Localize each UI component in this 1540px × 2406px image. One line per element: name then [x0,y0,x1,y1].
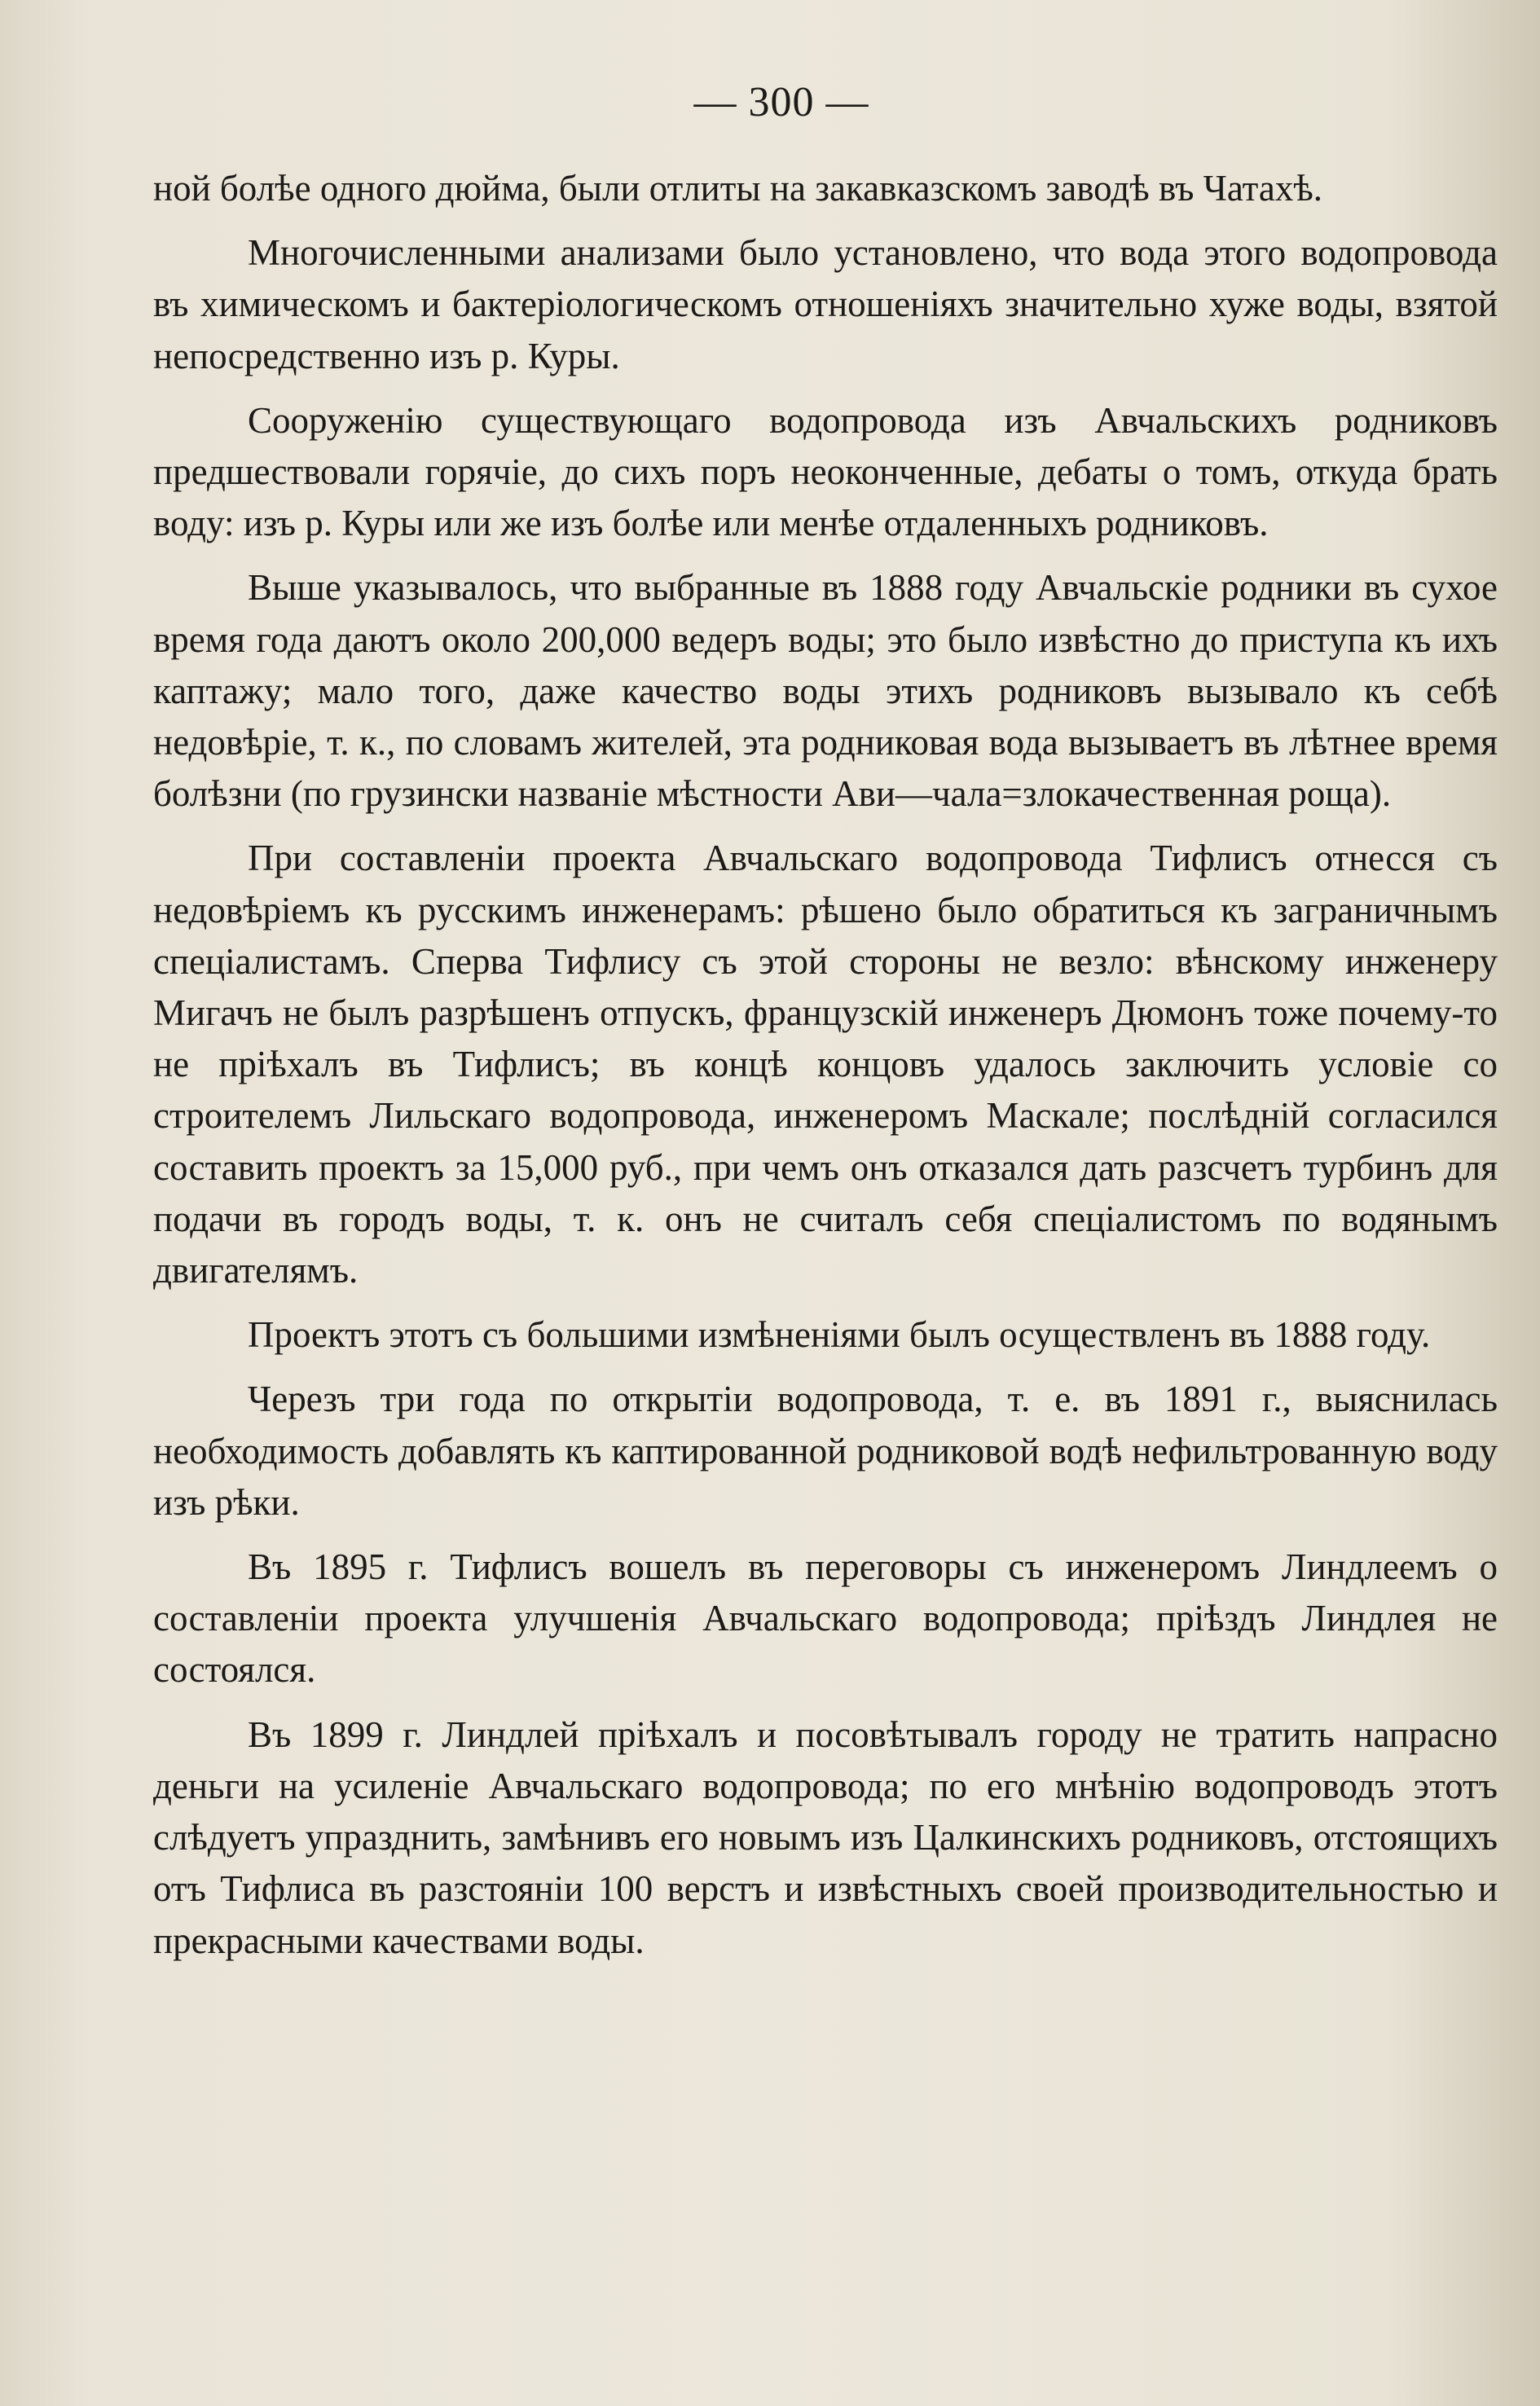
page-number: — 300 — [693,79,869,125]
paragraph-5: При составленіи проекта Авчальскаго водопровода Тифлисъ отнесся съ недовѣріемъ къ русскимъ инженерамъ: рѣшено было обратиться къ заграничнымъ спеціалистамъ. Сперва Тифлису съ этой стороны не везло: вѣнскому инженеру Мигачъ не былъ разрѣшенъ отпускъ, французскій инженеръ Дюмонъ тоже почему-то не пріѣхалъ въ Тифлисъ; въ концѣ концовъ удалось заключить условіе со строителемъ Лильскаго водопровода, инженеромъ Маскале; послѣдній согласился составить проектъ за 15,000 руб., при чемъ онъ отказался дать разсчетъ турбинъ для подачи въ городъ воды, т. к. онъ не считалъ себя спеціалистомъ по водянымъ двигателямъ. [153,838,1498,1291]
paragraph-1: ной болѣе одного дюйма, были отлиты на закавказскомъ заводѣ въ Чатахѣ. [153,168,1323,209]
paragraph-2: Многочисленными анализами было установлено, что вода этого водопровода въ химическомъ и бактеріологическомъ отношеніяхъ значительно хуже воды, взятой непосредственно изъ р. Куры. [153,232,1498,376]
paragraph-9: Въ 1899 г. Линдлей пріѣхалъ и посовѣтывалъ городу не тратить напрасно деньги на усиленіе Авчальскаго водопровода; по его мнѣнію водопроводъ этотъ слѣдуетъ упразднить, замѣнивъ его новымъ изъ Цалкинскихъ родниковъ, отстоящихъ отъ Тифлиса въ разстояніи 100 верстъ и извѣстныхъ своей производительностью и прекрасными качествами воды. [153,1713,1498,1961]
paragraph-3: Сооруженію существующаго водопровода изъ Авчальскихъ родниковъ предшествовали горячіе, до сихъ поръ неоконченные, дебаты о томъ, откуда брать воду: изъ р. Куры или же изъ болѣе или менѣе отдаленныхъ родниковъ. [153,399,1498,544]
body-text [153,163,1498,1967]
paragraph-4: Выше указывалось, что выбранные въ 1888 году Авчальскіе родники въ сухое время года даютъ около 200,000 ведеръ воды; это было извѣстно до приступа къ ихъ каптажу; мало того, даже качество воды этихъ родниковъ вызывало къ себѣ недовѣріе, т. к., по словамъ жителей, эта родниковая вода вызываетъ въ лѣтнее время болѣзни (по грузински названіе мѣстности Ави—чала=злокачественная роща). [153,567,1498,815]
paragraph-6: Проектъ этотъ съ большими измѣненіями былъ осуществленъ въ 1888 году. [248,1314,1431,1356]
paragraph-8: Въ 1895 г. Тифлисъ вошелъ въ переговоры съ инженеромъ Линдлеемъ о составленіи проекта улучшенія Авчальскаго водопровода; пріѣздъ Линдлея не состоялся. [153,1546,1498,1691]
paragraph-7: Черезъ три года по открытіи водопровода, т. е. въ 1891 г., выяснилась необходимость добавлять къ каптированной родниковой водѣ нефильтрованную воду изъ рѣки. [153,1379,1498,1523]
